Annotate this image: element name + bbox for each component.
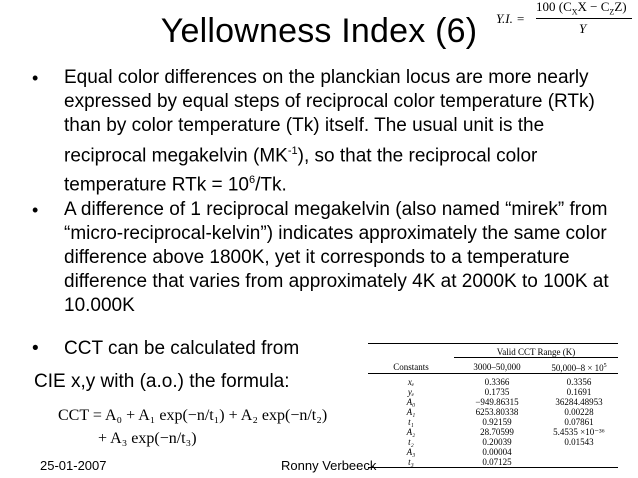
table-cell-value-1: 0.07125 — [482, 457, 512, 467]
table-row — [368, 437, 618, 447]
table-cell-value-1: 0.3366 — [484, 377, 510, 387]
table-cell-symbol: A₃ — [406, 447, 416, 457]
table-cell-value-2: 0.3356 — [566, 377, 592, 387]
table-row — [368, 397, 618, 407]
bullet-item-2 — [34, 198, 630, 319]
table-row — [368, 457, 618, 468]
bullet-text: A difference of 1 reciprocal megakelvin (also named “mirek” from “micro-reciprocal-kelvin”) indicates approximately the same color difference above 1800K, yet it corresponds to a temperature difference that varies from approximately 4K at 2000K to 100K at 10.000K — [64, 198, 609, 317]
table-cell-symbol: A₀ — [406, 397, 416, 407]
col-header-range-1: 3000–50,000 — [473, 362, 521, 372]
slide-title: Yellowness Index (6) — [160, 12, 478, 50]
table-row — [368, 427, 618, 437]
bullet-item-1: • Equal color differences on the planckian locus are more nearly expressed by equal steps of reciprocal color temperature (RTk) than by color temperature (Tk) itself. The usual unit is the reciprocal megakelvin $(MK^{-1})$, so that the reciprocal color temperature RTk = $10^6/Tk$. — [32, 67, 595, 196]
table-row — [368, 407, 618, 417]
table-row — [368, 417, 618, 427]
bullet-text: CCT can be calculated from — [64, 338, 300, 359]
table-cell-value-1: −949.86315 — [475, 397, 519, 407]
footer-author: Ronny Verbeeck — [281, 458, 377, 473]
table-cell-symbol: yₑ — [407, 387, 415, 397]
cct-formula — [58, 404, 348, 450]
bullet-list — [34, 66, 630, 319]
table-cell-value-1: 0.00004 — [482, 447, 512, 457]
formula-denominator: Y — [579, 21, 587, 36]
table-cell-value-2: 0.1691 — [566, 387, 592, 397]
range-header: Valid CCT Range (K) — [496, 347, 576, 357]
table-cell-value-2 — [540, 457, 618, 468]
table-cell-value-2: 5.4535 ×10⁻³⁶ — [553, 427, 605, 437]
bullet-dot: • — [32, 338, 39, 359]
table-row — [368, 387, 618, 397]
table-cell-symbol: t₃ — [408, 457, 414, 467]
table-cell-value-2: 0.01543 — [564, 437, 594, 447]
table-cell-value-1: 28.70599 — [480, 427, 514, 437]
cct-constants-table — [368, 343, 618, 470]
formula-lhs: Y.I. = — [496, 11, 525, 26]
table-cell-value-2 — [540, 447, 618, 457]
bullet-dot: • — [32, 199, 39, 220]
footer-date: 25-01-2007 — [40, 458, 107, 473]
table-cell-symbol: xₑ — [407, 377, 415, 387]
fraction-bar — [536, 18, 632, 19]
yellowness-index-formula — [496, 0, 638, 48]
col-header-range-2: $50,000-8 \times 10^5$ — [551, 363, 607, 373]
table-cell-value-2: 0.00228 — [564, 407, 594, 417]
table-cell-symbol: A₂ — [406, 427, 416, 437]
table-cell-value-2: 0.07861 — [564, 417, 594, 427]
bullet-dot: • — [32, 68, 39, 88]
table-cell-value-1: 0.20039 — [482, 437, 512, 447]
formula-numerator: 100 $(C_XX - C_ZZ)$ — [536, 0, 627, 17]
cct-formula-line-2: + A₃ exp(−n/t₃) — [98, 430, 197, 447]
table-row — [368, 377, 618, 387]
col-header-constants: Constants — [393, 362, 429, 372]
table-row — [368, 447, 618, 457]
continuation-text: CIE x,y with (a.o.) the formula: — [34, 371, 290, 392]
table-cell-value-1: 6253.80338 — [475, 407, 519, 417]
table-cell-symbol: A₁ — [406, 407, 416, 417]
table-cell-value-1: 0.92159 — [482, 417, 512, 427]
table-cell-symbol: t₂ — [408, 437, 414, 447]
table-cell-value-2: 36284.48953 — [555, 397, 603, 407]
bullet-text: Equal color differences on the planckian locus are more nearly expressed by equal steps of reciprocal color temperature (RTk) than by color temperature (Tk) itself. The usual unit is the reciprocal megakelvin (MK — [64, 67, 595, 166]
cct-formula-line-1: CCT = A₀ + A₁ exp(−n/t₁) + A₂ exp(−n/t₂) — [58, 407, 328, 424]
table-cell-symbol: t₁ — [408, 417, 414, 427]
table-cell-value-1: 0.1735 — [484, 387, 510, 397]
